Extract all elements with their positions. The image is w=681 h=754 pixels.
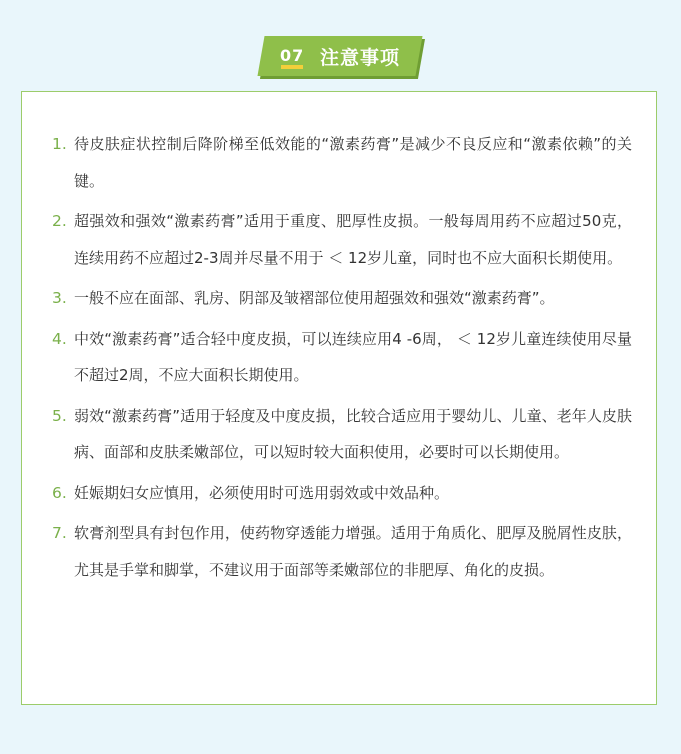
item-number: 1. — [52, 135, 67, 153]
item-text: 待皮肤症状控制后降阶梯至低效能的“激素药膏”是减少不良反应和“激素依赖”的关键。 — [74, 135, 632, 190]
list-item — [52, 321, 632, 394]
list-item — [52, 398, 632, 471]
section-number: 07 — [280, 46, 305, 65]
item-text: 中效“激素药膏”适合轻中度皮损，可以连续应用4 -6周， ＜ 12岁儿童连续使用尽量不超过2周，不应大面积长期使用。 — [74, 329, 632, 384]
item-text: 妊娠期妇女应慎用，必须使用时可选用弱效或中效品种。 — [74, 483, 450, 502]
list-item — [52, 126, 632, 199]
list-item — [52, 280, 632, 317]
item-number: 6. — [52, 483, 67, 502]
item-number: 7. — [52, 524, 67, 542]
item-text: 一般不应在面部、乳房、阴部及皱褶部位使用超强效和强效“激素药膏”。 — [74, 289, 555, 307]
content-box — [21, 91, 657, 705]
item-text: 软膏剂型具有封包作用，使药物穿透能力增强。适用于角质化、肥厚及脱屑性皮肤，尤其是手掌和脚掌，不建议用于面部等柔嫩部位的非肥厚、角化的皮损。 — [74, 524, 632, 579]
item-number: 2. — [52, 212, 67, 230]
item-number: 5. — [52, 406, 67, 425]
list-item — [52, 203, 632, 276]
list-item — [52, 515, 632, 588]
item-text: 超强效和强效“激素药膏”适用于重度、肥厚性皮损。一般每周用药不应超过50克，连续用药不应超过2-3周并尽量不用于 ＜ 12岁儿童，同时也不应大面积长期使用。 — [74, 212, 632, 267]
item-text: 弱效“激素药膏”适用于轻度及中度皮损，比较合适应用于婴幼儿、儿童、老年人皮肤病、面部和皮肤柔嫩部位，可以短时较大面积使用，必要时可以长期使用。 — [74, 406, 632, 461]
item-number: 4. — [52, 329, 67, 348]
content-inner — [27, 97, 651, 699]
item-number: 3. — [52, 289, 67, 307]
precautions-list — [52, 126, 632, 588]
list-item — [52, 475, 632, 512]
section-header — [0, 34, 681, 80]
section-number-underline — [281, 65, 303, 69]
section-title: 注意事项 — [320, 47, 401, 69]
